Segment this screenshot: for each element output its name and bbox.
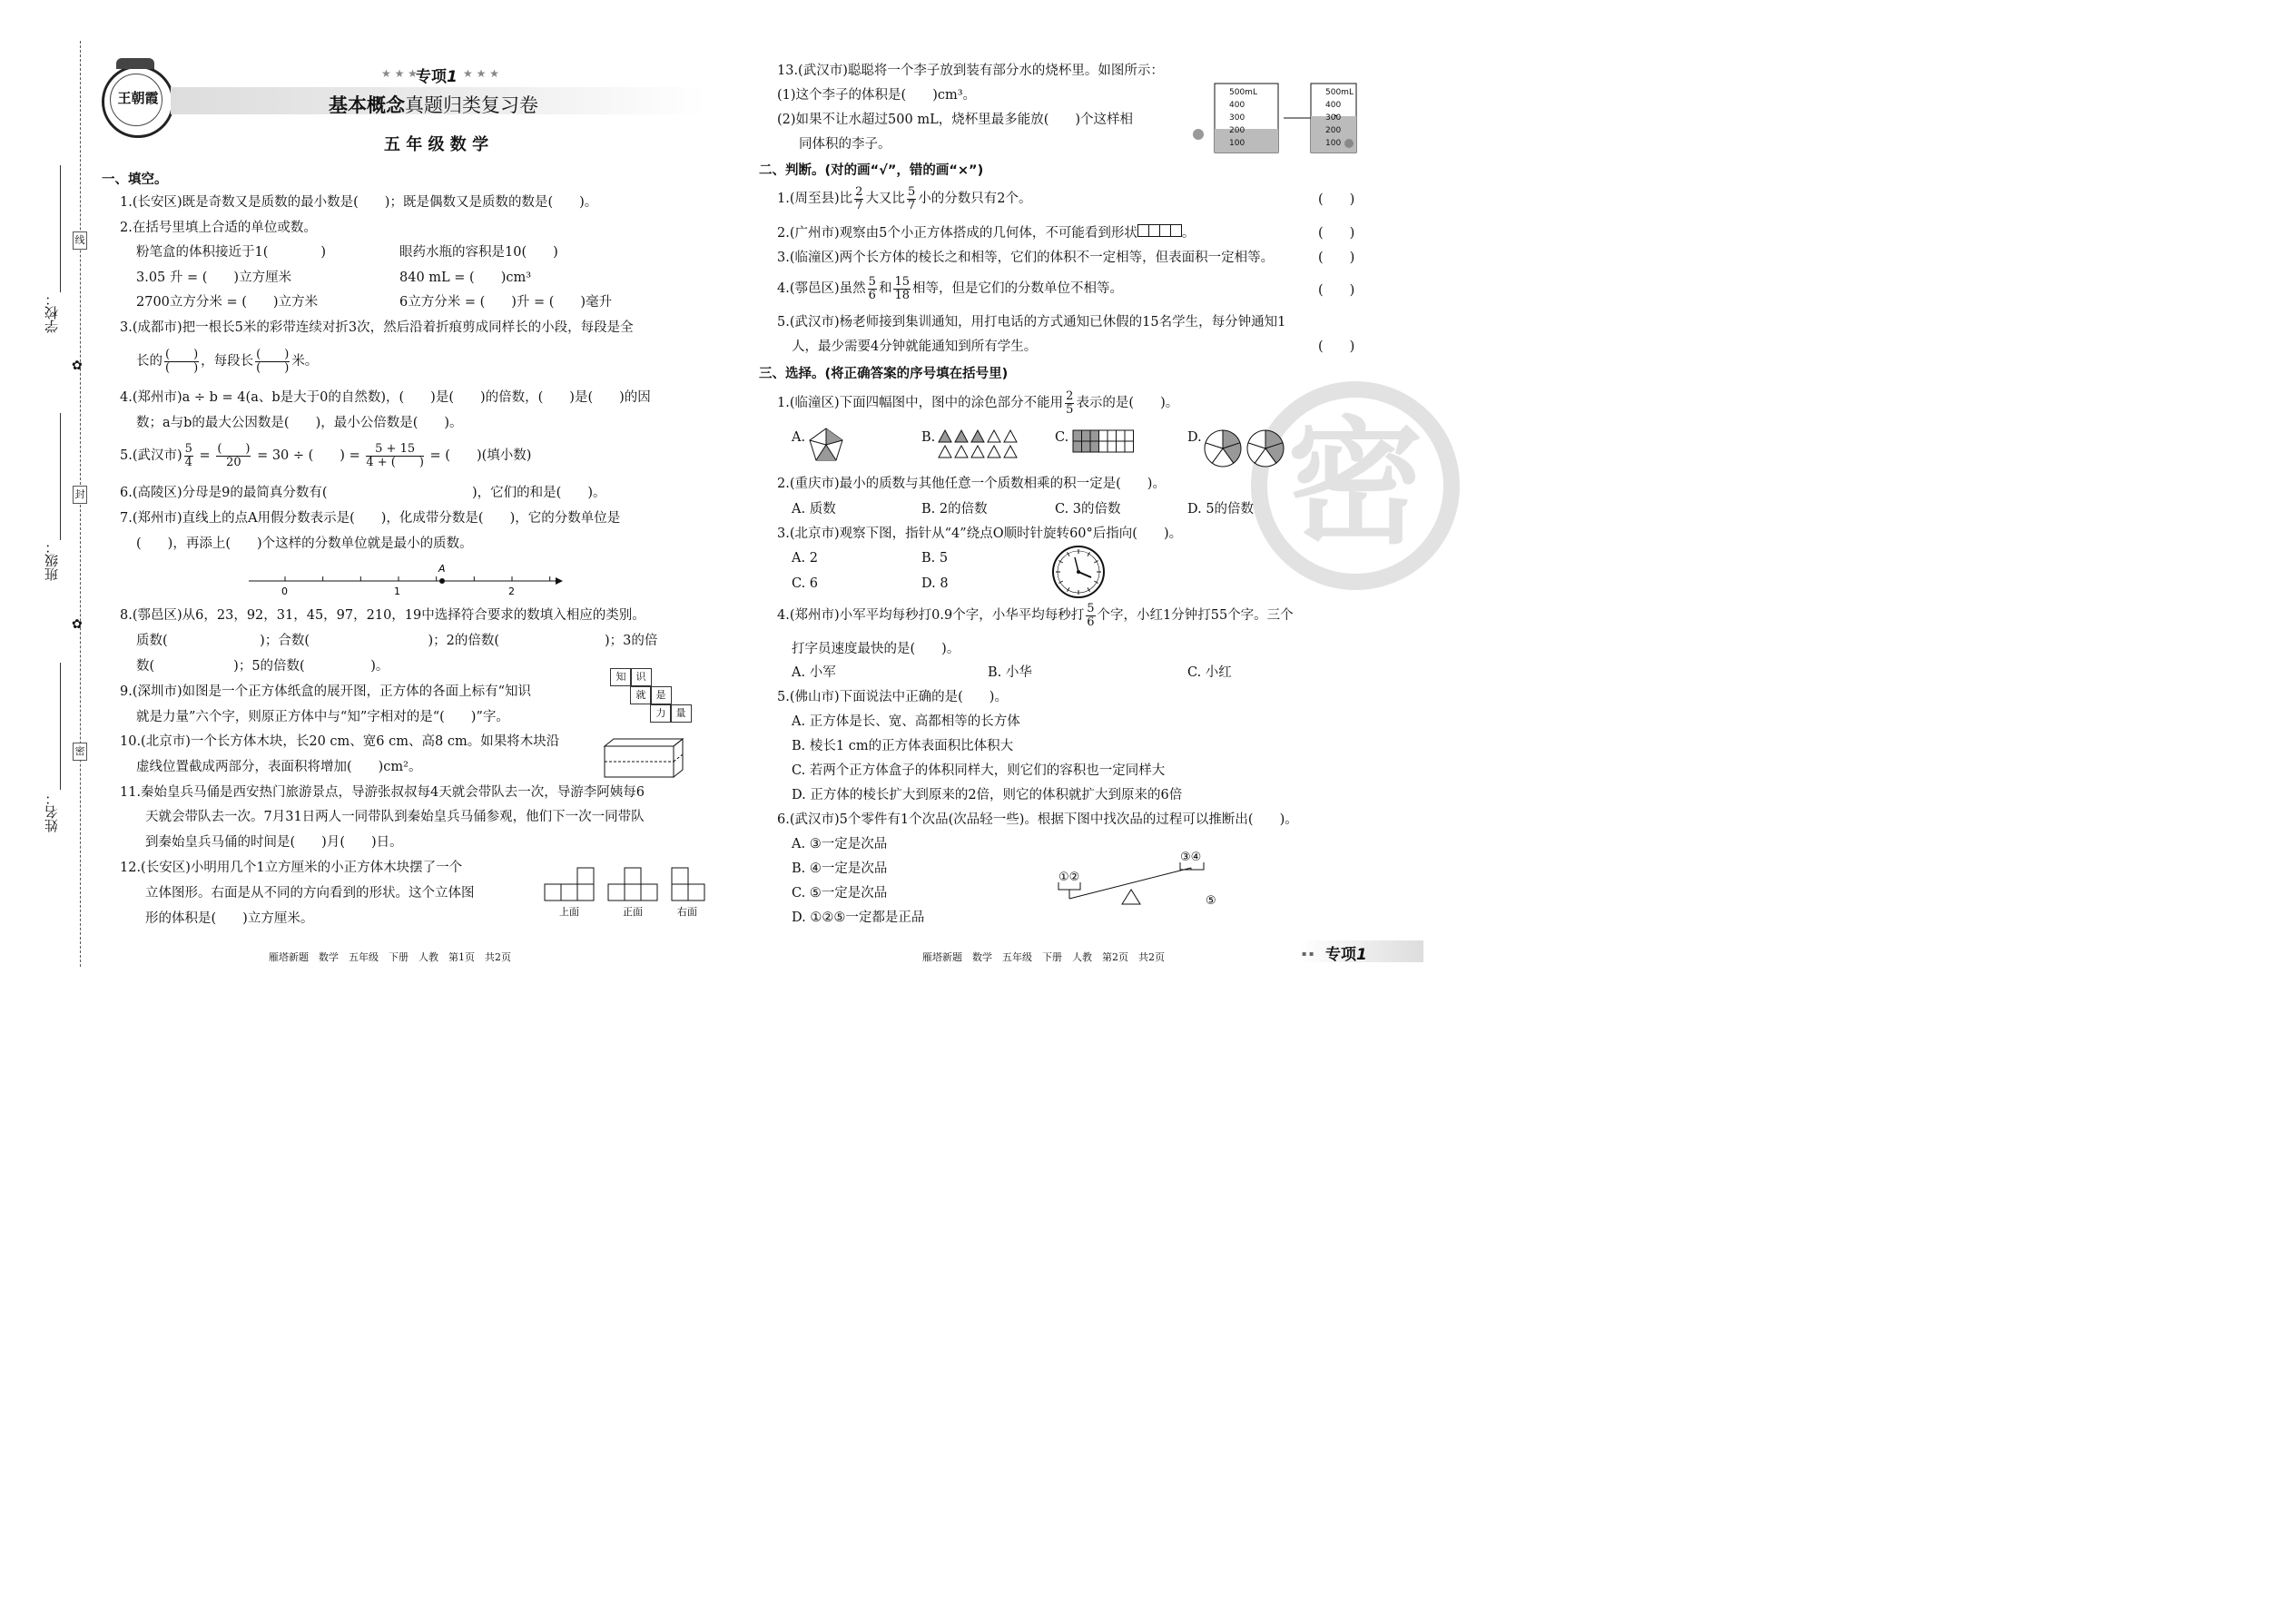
question-1-10-line2: 虚线位置截成两部分，表面积将增加( )cm²。 <box>136 760 422 774</box>
fraction-blank[interactable] <box>366 443 424 469</box>
option-c[interactable]: C. ⑤一定是次品 <box>792 886 888 901</box>
scale-left-items: ①② <box>1058 871 1080 884</box>
fraction <box>1065 390 1074 417</box>
question-1-3-line2 <box>136 345 318 378</box>
clock-icon <box>1051 545 1106 599</box>
question-3-6: 6.(武汉市)5个零件有1个次品(次品轻一些)。根据下图中找次品的过程可以推断出( )。 <box>777 812 1298 827</box>
section3-title: 三、选择。(将正确答案的序号填在括号里) <box>759 367 1009 381</box>
q5-text: = <box>199 448 211 463</box>
grid-cell <box>1108 441 1117 452</box>
fraction <box>893 276 911 302</box>
question-1-7-line2: ( )，再添上( )个这样的分数单位就是最小的质数。 <box>136 536 473 551</box>
scale-off-item: ⑤ <box>1206 894 1216 908</box>
option-b[interactable]: B. 2的倍数 <box>921 502 988 517</box>
question-2-2 <box>777 224 1195 242</box>
fraction <box>907 186 916 212</box>
q3-text: 长的 <box>136 354 162 369</box>
option-b[interactable]: B. 小华 <box>988 665 1032 680</box>
triangle <box>971 430 984 442</box>
q2-item-c: 3.05 升 = ( )立方厘米 <box>136 271 292 285</box>
q2-item-a: 粉笔盒的体积接近于1( ) <box>136 245 327 260</box>
circles-figure <box>1204 428 1287 468</box>
question-1-13-2-line2: 同体积的李子。 <box>799 137 891 152</box>
triangle <box>955 446 968 458</box>
header-stars-left: ★ ★ ★ <box>381 67 418 80</box>
frac-num: 2 <box>1066 389 1074 403</box>
question-1-13-2: (2)如果不让水超过500 mL，烧杯里最多能放( )个这样相 <box>777 113 1134 127</box>
logo-text: 王朝霞 <box>117 90 159 106</box>
question-1-12-line3: 形的体积是( )立方厘米。 <box>145 911 314 926</box>
option-d[interactable]: D. 正方体的棱长扩大到原来的2倍，则它的体积就扩大到原来的6倍 <box>792 788 1183 802</box>
grid-cell <box>1125 441 1134 452</box>
name-field[interactable] <box>60 663 61 790</box>
beaker-mark: 500mL <box>1325 88 1354 97</box>
triangle <box>971 446 984 458</box>
q-text: 小的分数只有2个。 <box>918 192 1032 206</box>
beaker-mark: 100 <box>1229 139 1245 148</box>
question-3-4 <box>777 599 1294 632</box>
cuboid-figure <box>603 737 684 779</box>
point-a <box>439 578 445 584</box>
logo <box>102 65 174 138</box>
frac-den: ( ) <box>256 360 290 375</box>
option-a[interactable]: A. 2 <box>792 551 818 566</box>
footer-tag-text: 专项 <box>1325 946 1356 964</box>
class-label: 班级： <box>44 540 60 581</box>
footer-tag-num: 1 <box>1356 946 1367 964</box>
grid-figure <box>1071 428 1137 456</box>
question-1-2: 2.在括号里填上合适的单位或数。 <box>120 221 317 235</box>
balance-scale-figure <box>1053 848 1235 908</box>
net-cell: 量 <box>670 704 692 723</box>
triangle <box>939 446 951 458</box>
q-text: 4.(鄠邑区)虽然 <box>777 281 866 296</box>
question-1-8-line2: 质数( )；合数( )；2的倍数( )；3的倍 <box>136 634 658 648</box>
frac-num: ( ) <box>217 441 251 456</box>
frac-num: 15 <box>894 274 910 289</box>
triangle <box>988 446 1000 458</box>
triangle <box>1004 430 1017 442</box>
q2-item-d: 840 mL = ( )cm³ <box>399 271 532 285</box>
school-field[interactable] <box>60 165 61 292</box>
scale-right-items: ③④ <box>1180 851 1202 864</box>
beaker-mark: 300 <box>1229 113 1245 123</box>
frac-num: 5 + 15 <box>366 443 424 457</box>
frac-den: 4 + ( ) <box>366 455 424 469</box>
fraction <box>1086 603 1095 629</box>
question-1-1: 1.(长安区)既是奇数又是质数的最小数是( )；既是偶数又是质数的数是( )。 <box>120 195 598 210</box>
question-1-7: 7.(郑州市)直线上的点A用假分数表示是( )，化成带分数是( )，它的分数单位是 <box>120 511 621 526</box>
fraction-blank[interactable] <box>255 349 290 375</box>
crown-icon <box>116 58 154 69</box>
question-1-8: 8.(鄠邑区)从6，23，92，31，45，97，210，19中选择符合要求的数填入相应的类别。 <box>120 608 645 623</box>
question-1-5 <box>120 439 531 472</box>
frac-num: ( ) <box>165 347 199 361</box>
triangle <box>939 430 951 442</box>
question-3-5: 5.(佛山市)下面说法中正确的是( )。 <box>777 690 1008 704</box>
subtitle: 五 年 级 数 学 <box>384 135 489 154</box>
question-1-4: 4.(郑州市)a ÷ b = 4(a、b是大于0的自然数)，( )是( )的倍数，( )是( )的因 <box>120 390 651 405</box>
option-c[interactable]: C. 3的倍数 <box>1055 502 1121 517</box>
question-1-6: 6.(高陵区)分母是9的最简真分数有( )，它们的和是( )。 <box>120 486 606 500</box>
q2-item-f: 6立方分米 = ( )升 = ( )毫升 <box>399 295 613 310</box>
grid-cell <box>1108 430 1117 441</box>
answer-blank[interactable]: ( ) <box>1318 283 1355 298</box>
class-field[interactable] <box>60 413 61 540</box>
q-text: 大又比 <box>865 192 905 206</box>
option-a[interactable]: A. ③一定是次品 <box>792 837 888 851</box>
frac-den: 18 <box>894 288 910 302</box>
header-stars-right: ★ ★ ★ <box>463 67 499 80</box>
footer-tag <box>1325 941 1367 964</box>
page-title <box>329 91 538 118</box>
option-d[interactable]: D. <box>1187 430 1202 445</box>
section1-title: 一、填空。 <box>102 172 168 187</box>
triangle <box>988 430 1000 442</box>
beaker-mark: 200 <box>1325 126 1342 135</box>
q5-text: = ( )(填小数) <box>429 448 532 463</box>
beaker-mark: 200 <box>1229 126 1245 135</box>
option-a[interactable]: A. 正方体是长、宽、高都相等的长方体 <box>792 714 1020 729</box>
fraction-blank[interactable] <box>216 443 251 469</box>
frac-num: 5 <box>907 184 916 199</box>
beaker-mark: 400 <box>1229 101 1245 110</box>
school-label: 学校： <box>44 292 60 333</box>
beaker-mark: 300 <box>1325 113 1342 123</box>
option-c[interactable]: C. 小红 <box>1187 665 1232 680</box>
option-b[interactable]: B. 5 <box>921 551 949 566</box>
fraction-blank[interactable] <box>164 349 199 375</box>
fraction <box>184 443 193 469</box>
q5-text: = 30 ÷ ( ) = <box>257 448 360 463</box>
option-c[interactable]: C. <box>1055 430 1069 445</box>
option-b[interactable]: B. 棱长1 cm的正方体表面积比体积大 <box>792 739 1014 753</box>
binding-mark-mi: 密 <box>73 743 87 761</box>
question-1-9-line2: 就是力量”六个字，则原正方体中与“知”字相对的是“( )”字。 <box>136 710 509 724</box>
title-rest: 真题归类复习卷 <box>405 94 538 116</box>
grid-cell <box>1090 441 1099 452</box>
binding-ornament-icon: ✿ <box>72 617 83 632</box>
net-cell: 知 <box>610 668 632 686</box>
option-a[interactable]: A. <box>792 430 806 445</box>
pentagon-figure <box>808 427 844 463</box>
fraction <box>854 186 863 212</box>
frac-den: 7 <box>855 198 863 212</box>
question-2-5: 5.(武汉市)杨老师接到集训通知，用打电话的方式通知已休假的15名学生，每分钟通知1 <box>777 315 1286 330</box>
q-text: 1.(临潼区)下面四幅图中，图中的涂色部分不能用 <box>777 396 1064 410</box>
frac-den: 5 <box>1066 402 1074 417</box>
question-1-3: 3.(成都市)把一根长5米的彩带连续对折3次，然后沿着折痕剪成同样长的小段，每段是全 <box>120 320 634 335</box>
q-text: 1.(周至县)比 <box>777 192 853 206</box>
triangle <box>1004 446 1017 458</box>
watermark: 密 <box>1251 381 1460 590</box>
q3-text: 米。 <box>291 354 319 369</box>
binding-line <box>80 41 81 967</box>
special-label <box>416 64 458 86</box>
fraction <box>868 276 877 302</box>
question-1-11-line2: 天就会带队去一次。7月31日两人一同带队到秦始皇兵马俑参观，他们下一次一同带队 <box>145 810 645 824</box>
number-line <box>245 559 563 597</box>
answer-blank[interactable]: ( ) <box>1318 192 1355 207</box>
frac-num: 5 <box>1087 601 1095 615</box>
five-squares-icon <box>1137 224 1182 242</box>
frac-num: 2 <box>855 184 863 199</box>
net-cell: 是 <box>650 686 672 704</box>
binding-ornament-icon: ✿ <box>72 359 83 373</box>
grid-cell <box>1082 430 1091 441</box>
triangle <box>955 430 968 442</box>
grid-cell <box>1073 430 1082 441</box>
binding-mark-feng: 封 <box>73 486 87 504</box>
q2-item-e: 2700立方分米 = ( )立方米 <box>136 295 319 310</box>
option-d[interactable]: D. 8 <box>921 576 949 591</box>
frac-den: 20 <box>226 455 241 469</box>
answer-blank[interactable]: ( ) <box>1318 226 1355 241</box>
question-2-1 <box>777 182 1031 215</box>
answer-blank[interactable]: ( ) <box>1318 340 1355 354</box>
q-text: 4.(郑州市)小军平均每秒打0.9个字，小华平均每秒打 <box>777 608 1085 623</box>
beaker-mark: 400 <box>1325 101 1342 110</box>
binding-mark-xian: 线 <box>73 231 87 250</box>
option-a[interactable]: A. 质数 <box>792 502 836 517</box>
net-cell: 就 <box>630 686 652 704</box>
grid-cell <box>1117 430 1126 441</box>
beaker-mark: 100 <box>1325 139 1342 148</box>
plum-icon <box>1193 129 1204 140</box>
frac-den: 7 <box>907 198 916 212</box>
option-c[interactable]: C. 若两个正方体盒子的体积同样大，则它们的容积也一定同样大 <box>792 763 1166 778</box>
frac-num: 5 <box>868 274 876 289</box>
frac-num: 5 <box>184 441 192 456</box>
grid-cell <box>1099 441 1108 452</box>
three-views-figure <box>543 864 706 920</box>
beaker-mark: 500mL <box>1229 88 1257 97</box>
frac-num: ( ) <box>256 347 290 361</box>
frac-den: 6 <box>1087 615 1095 629</box>
q-text: 。 <box>1181 226 1196 241</box>
option-d[interactable]: D. 5的倍数 <box>1187 502 1255 517</box>
footer-right: 雁塔新题 数学 五年级 下册 人教 第2页 共2页 <box>922 951 1165 963</box>
q2-item-b: 眼药水瓶的容积是10( ) <box>399 245 558 260</box>
question-1-8-line3: 数( )；5的倍数( )。 <box>136 659 389 674</box>
q-text: 和 <box>878 281 892 296</box>
question-1-10: 10.(北京市)一个长方体木块，长20 cm、宽6 cm、高8 cm。如果将木块沿 <box>120 734 560 749</box>
title-bold: 基本概念 <box>329 94 405 116</box>
beaker-figure <box>1189 80 1371 156</box>
question-2-3: 3.(临潼区)两个长方体的棱长之和相等，它们的体积不一定相等，但表面积一定相等。 <box>777 251 1275 265</box>
frac-den: 4 <box>184 455 192 469</box>
tick-label-1: 1 <box>394 586 400 597</box>
footer-squares-icon: ▪ ▪ <box>1302 950 1314 958</box>
q-text: 相等，但是它们的分数单位不相等。 <box>911 281 1123 296</box>
question-1-9: 9.(深圳市)如图是一个正方体纸盒的展开图，正方体的各面上标有“知识 <box>120 684 532 699</box>
frac-den: 6 <box>868 288 876 302</box>
tick-label-0: 0 <box>281 586 288 597</box>
q-text: 个字，小红1分钟打55个字。三个 <box>1097 608 1294 623</box>
net-cell: 力 <box>650 704 672 723</box>
special-label-text: 专项 <box>416 68 447 86</box>
answer-blank[interactable]: ( ) <box>1318 251 1355 265</box>
question-3-3: 3.(北京市)观察下图，指针从“4”绕点O顺时针旋转60°后指向( )。 <box>777 527 1183 541</box>
net-cell: 识 <box>630 668 652 686</box>
question-2-5-line2: 人，最少需要4分钟就能通知到所有学生。 <box>792 340 1038 354</box>
triangles-figure <box>937 428 1024 459</box>
view-label-top: 上面 <box>559 906 579 918</box>
grid-cell <box>1099 430 1108 441</box>
question-1-12-line2: 立体图形。右面是从不同的方向看到的形状。这个立体图 <box>145 886 475 901</box>
question-1-13-1: (1)这个李子的体积是( )cm³。 <box>777 88 977 103</box>
grid-cell <box>1090 430 1099 441</box>
frac-den: ( ) <box>165 360 199 375</box>
tick-label-2: 2 <box>508 586 515 597</box>
question-1-12: 12.(长安区)小明用几个1立方厘米的小正方体木块摆了一个 <box>120 861 463 875</box>
q3-text: ，每段长 <box>201 354 254 369</box>
option-c[interactable]: C. 6 <box>792 576 819 591</box>
name-label: 姓名： <box>44 792 60 832</box>
view-label-front: 正面 <box>623 906 643 918</box>
option-b[interactable]: B. ④一定是次品 <box>792 861 888 876</box>
footer-left: 雁塔新题 数学 五年级 下册 人教 第1页 共2页 <box>269 951 511 963</box>
view-label-right: 右面 <box>677 906 697 918</box>
question-1-11: 11.秦始皇兵马俑是西安热门旅游景点，导游张叔叔每4天就会带队去一次，导游李阿姨每6 <box>120 785 645 800</box>
grid-cell <box>1117 441 1126 452</box>
question-1-13: 13.(武汉市)聪聪将一个李子放到装有部分水的烧杯里。如图所示： <box>777 64 1164 78</box>
section2-title: 二、判断。(对的画“√”，错的画“×”) <box>759 163 984 178</box>
special-label-num: 1 <box>447 68 458 86</box>
grid-cell <box>1073 441 1082 452</box>
q5-text: 5.(武汉市) <box>120 448 182 463</box>
question-3-2: 2.(重庆市)最小的质数与其他任意一个质数相乘的积一定是( )。 <box>777 477 1166 491</box>
option-a[interactable]: A. 小军 <box>792 665 836 680</box>
option-b[interactable]: B. <box>921 430 936 445</box>
q-text: 2.(广州市)观察由5个小正方体搭成的几何体，不可能看到形状 <box>777 226 1137 241</box>
question-1-11-line3: 到秦始皇兵马俑的时间是( )月( )日。 <box>145 835 403 850</box>
question-3-1 <box>777 387 1178 419</box>
question-2-4 <box>777 272 1123 305</box>
option-d[interactable]: D. ①②⑤一定都是正品 <box>792 910 925 925</box>
grid-cell <box>1125 430 1134 441</box>
q-text: 表示的是( )。 <box>1076 396 1179 410</box>
grid-cell <box>1082 441 1091 452</box>
question-1-4-line2: 数；a与b的最大公因数是( )，最小公倍数是( )。 <box>136 416 463 430</box>
point-a-label: A <box>438 563 446 575</box>
question-3-4-line2: 打字员速度最快的是( )。 <box>792 642 960 656</box>
